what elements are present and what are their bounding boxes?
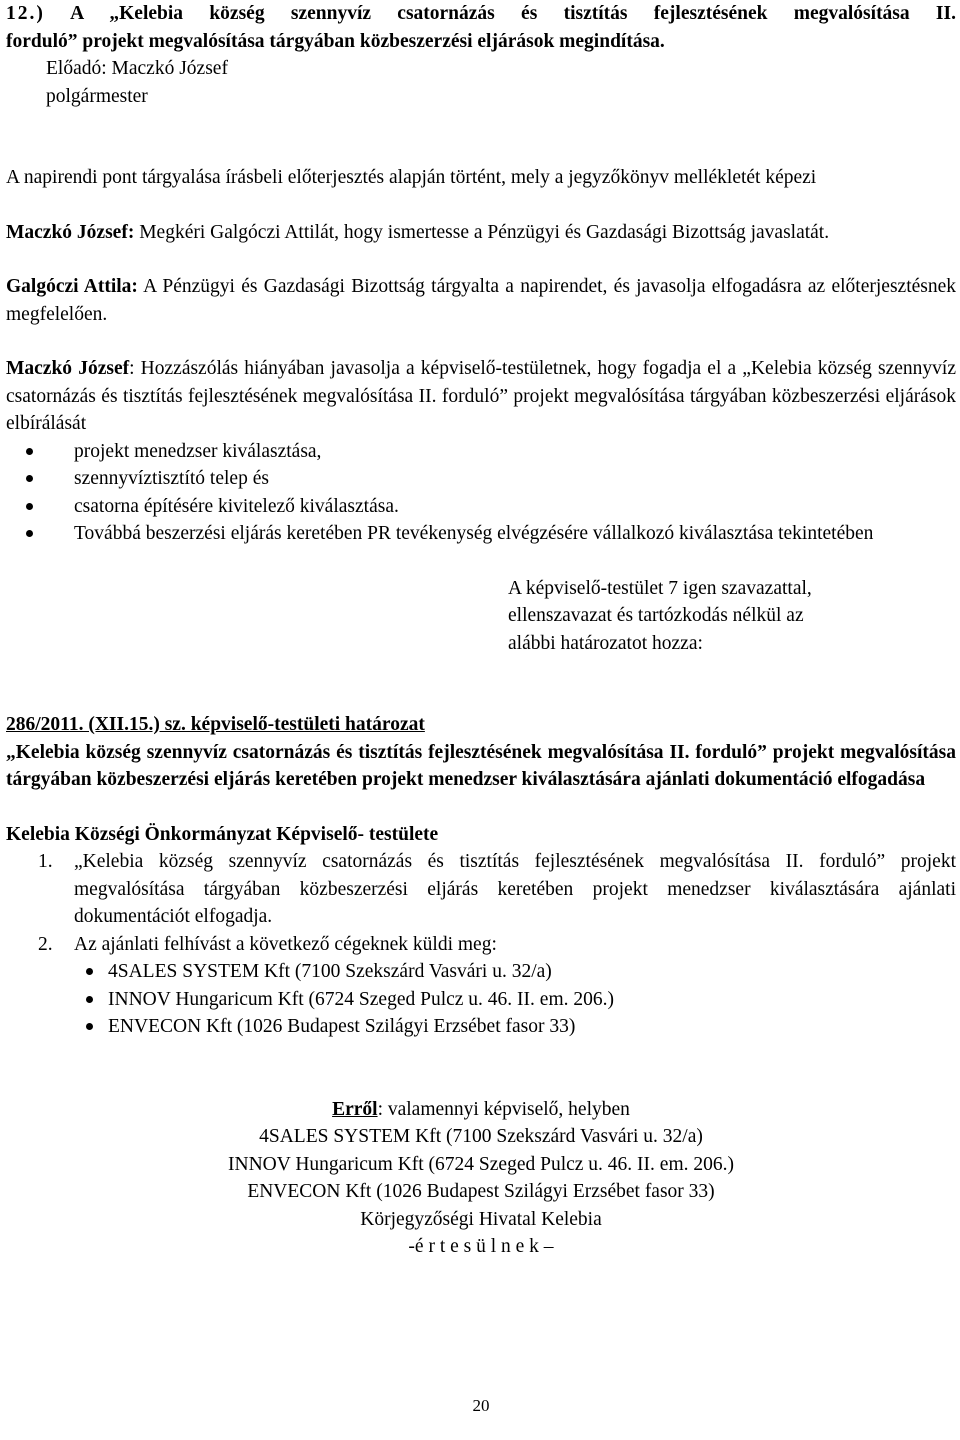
item-text: Az ajánlati felhívást a következő cégeknek küldi meg: bbox=[74, 933, 497, 955]
notify-line: Körjegyzőségi Hivatal Kelebia bbox=[360, 1208, 602, 1230]
resolution-item bbox=[6, 931, 956, 1041]
intro-paragraph: A napirendi pont tárgyalása írásbeli előterjesztés alapján történt, mely a jegyzőkönyv mellékletét képezi bbox=[6, 167, 817, 188]
speaker-name: Galgóczi Attila: bbox=[6, 276, 138, 297]
item-text: „Kelebia község szennyvíz csatornázás és tisztítás fejlesztésének megvalósítása II. forduló” projekt megvalósítása tárgyában közbeszerzési eljárás keretében projekt menedzser kiválasztására ajánlati dokumentációt elfogadja. bbox=[74, 851, 956, 927]
notification-block bbox=[6, 1096, 956, 1261]
paragraph-text: Megkéri Galgóczi Attilát, hogy ismertesse a Pénzügyi és Gazdasági Bizottság javaslatát. bbox=[134, 221, 830, 243]
vote-result bbox=[508, 575, 956, 658]
resolution-title: „Kelebia község szennyvíz csatornázás és tisztítás fejlesztésének megvalósítása II. forduló” projekt megvalósítása tárgyában közbeszerzési eljárás keretében projekt menedzser kiválasztására ajánlati dokumentáció elfogadása bbox=[6, 741, 956, 790]
item-number: 1. bbox=[38, 851, 53, 872]
company-item: ENVECON Kft (1026 Budapest Szilágyi Erzsébet fasor 33) bbox=[6, 1013, 956, 1041]
vote-line: alábbi határozatot hozza: bbox=[508, 632, 703, 654]
list-item: projekt menedzser kiválasztása, bbox=[6, 438, 956, 466]
vote-line: A képviselő-testület 7 igen szavazattal, bbox=[508, 577, 812, 599]
list-item: csatorna építésére kivitelező kiválasztása. bbox=[6, 493, 956, 521]
resolution-item bbox=[6, 848, 956, 931]
notify-line: 4SALES SYSTEM Kft (7100 Szekszárd Vasvári u. 32/a) bbox=[259, 1126, 703, 1147]
resolution-body-title: Kelebia Községi Önkormányzat Képviselő- testülete bbox=[6, 823, 439, 845]
presenter-label: Előadó: Maczkó József bbox=[46, 58, 228, 79]
speaker-name: Maczkó József: bbox=[6, 221, 135, 243]
paragraph-maczko-2 bbox=[6, 355, 956, 438]
agenda-heading-line1 bbox=[6, 0, 956, 28]
paragraph-text: : Hozzászólás hiányában javasolja a képviselő-testületnek, hogy fogadja el a „Kelebia község szennyvíz csatornázás és tisztítás fejlesztésének megvalósítása II. forduló” projekt megvalósítása tárgyában közbeszerzési eljárások elbírálását bbox=[6, 358, 957, 434]
notify-text: : valamennyi képviselő, helyben bbox=[377, 1098, 630, 1120]
presenter-role: polgármester bbox=[46, 85, 148, 107]
list-item: szennyvíztisztító telep és bbox=[6, 465, 956, 493]
speaker-name: Maczkó József bbox=[6, 358, 130, 379]
notify-line: ENVECON Kft (1026 Budapest Szilágyi Erzsébet fasor 33) bbox=[247, 1181, 715, 1202]
company-item: INNOV Hungaricum Kft (6724 Szeged Pulcz u. 46. II. em. 206.) bbox=[6, 986, 956, 1014]
paragraph-galgoczi bbox=[6, 273, 956, 328]
company-item: 4SALES SYSTEM Kft (7100 Szekszárd Vasvári u. 32/a) bbox=[6, 958, 956, 986]
agenda-heading-text: A „Kelebia község szennyvíz csatornázás és tisztítás fejlesztésének megvalósítása II. bbox=[70, 3, 956, 24]
notify-label: Erről bbox=[332, 1098, 378, 1120]
paragraph-maczko-1 bbox=[6, 219, 956, 247]
paragraph-text: A Pénzügyi és Gazdasági Bizottság tárgyalta a napirendet, és javasolja elfogadásra az előterjesztésnek megfelelően. bbox=[6, 276, 957, 325]
item-number: 2. bbox=[38, 933, 53, 955]
agenda-number: 12.) bbox=[6, 3, 45, 24]
notify-first-line bbox=[6, 1096, 956, 1124]
notify-line: -é r t e s ü l n e k – bbox=[408, 1236, 554, 1257]
resolution-number: 286/2011. (XII.15.) sz. képviselő-testületi határozat bbox=[6, 714, 425, 735]
page-number: 20 bbox=[472, 1396, 490, 1415]
document-page bbox=[6, 0, 956, 1440]
notify-line: INNOV Hungaricum Kft (6724 Szeged Pulcz u. 46. II. em. 206.) bbox=[228, 1153, 734, 1175]
resolution-items bbox=[6, 848, 956, 1041]
vote-line: ellenszavazat és tartózkodás nélkül az bbox=[508, 605, 804, 626]
procurement-list bbox=[6, 438, 956, 548]
company-list bbox=[6, 958, 956, 1041]
agenda-heading-line2: forduló” projekt megvalósítása tárgyában közbeszerzési eljárások megindítása. bbox=[6, 30, 665, 52]
list-item: Továbbá beszerzési eljárás keretében PR tevékenység elvégzésére vállalkozó kiválasztása tekintetében bbox=[6, 520, 956, 548]
